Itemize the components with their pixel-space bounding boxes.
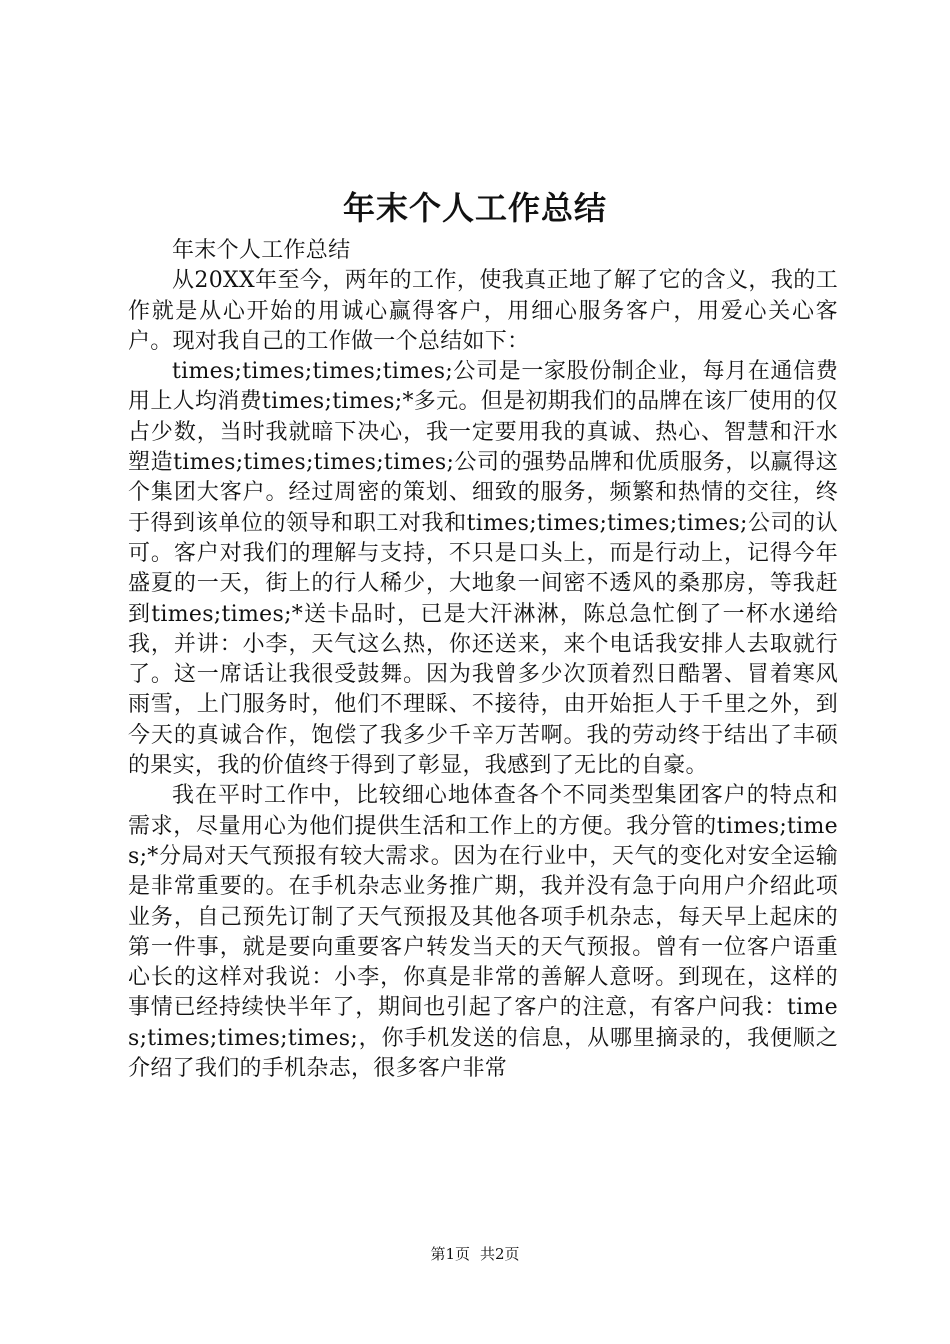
document-title: 年末个人工作总结 [342,189,607,227]
page-total: 共2页 [480,1245,520,1263]
page-number: 第1页 [430,1245,470,1263]
paragraph-client-story: times;times;times;times;公司是一家股份制企业，每月在通信费用上人均消费times;times;*多元。但是初期我们的品牌在该厂使用的仅占少数，当时我就暗下决心，我一定要用我的真诚、热心、智慧和汗水塑造times;times;times;times;公司的强势品牌和优质服务，以赢得这个集团大客户。经过周密的策划、细致的服务，频繁和热情的交往，终于得到该单位的领导和职工对我和times;times;times;times;公司的认可。客户对我们的理解与支持，不只是口头上，而是行动上，记得今年盛夏的一天，街上的行人稀少，大地象一间密不透风的桑那房，等我赶到times;times;*送卡品时，已是大汗淋淋，陈总急忙倒了一杯水递给我，并讲：小李，天气这么热，你还送来，来个电话我安排人去取就行了。这一席话让我很受鼓舞。因为我曾多少次顶着烈日酷署、冒着寒风雨雪，上门服务时，他们不理睬、不接待，由开始拒人于千里之外，到今天的真诚合作，饱偿了我多少千辛万苦啊。我的劳动终于结出了丰硕的果实，我的价值终于得到了彰显，我感到了无比的自豪。 [128,359,838,779]
document-subtitle: 年末个人工作总结 [172,238,351,263]
paragraph-intro: 从20XX年至今，两年的工作，使我真正地了解了它的含义，我的工作就是从心开始的用诚心赢得客户，用细心服务客户，用爱心关心客户。现对我自己的工作做一个总结如下： [128,268,838,354]
document-body [128,236,838,1084]
paragraph-weather-service: 我在平时工作中，比较细心地体查各个不同类型集团客户的特点和需求，尽量用心为他们提供生活和工作上的方便。我分管的times;times;*分局对天气预报有较大需求。因为在行业中，天气的变化对安全运输是非常重要的。在手机杂志业务推广期，我并没有急于向用户介绍此项业务，自己预先订制了天气预报及其他各项手机杂志，每天早上起床的第一件事，就是要向重要客户转发当天的天气预报。曾有一位客户语重心长的这样对我说：小李，你真是非常的善解人意呀。到现在，这样的事情已经持续快半年了，期间也引起了客户的注意，有客户问我：times;times;times;times;，你手机发送的信息，从哪里摘录的，我便顺之介绍了我们的手机杂志，很多客户非常 [128,783,838,1082]
page-footer [0,1244,950,1264]
